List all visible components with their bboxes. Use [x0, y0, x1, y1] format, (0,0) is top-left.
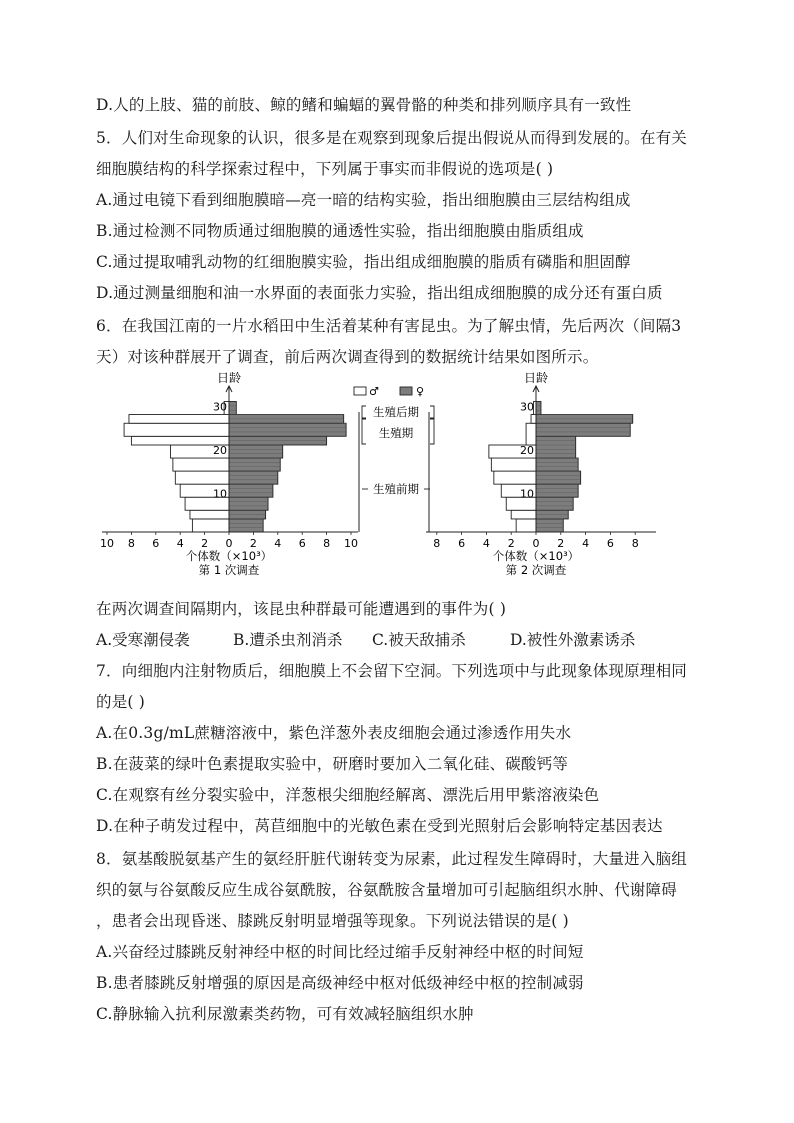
female-bar-18-22: [536, 436, 576, 458]
x-tick-right-10: 10: [344, 537, 358, 550]
q7-stem-line2: 的是( ): [96, 693, 146, 711]
female-bar-28-30: [229, 402, 236, 415]
q6-option-d: D.被性外激素诱杀: [510, 631, 636, 649]
post-bracket-left: [362, 406, 366, 418]
male-bar-12-14: [175, 471, 229, 484]
stage-repro-label: 生殖期: [378, 426, 414, 440]
female-bar-15-17: [229, 458, 280, 471]
female-bar-23-25: [229, 423, 346, 436]
female-bar-28-30: [536, 402, 541, 415]
x-tick-right-6: 6: [298, 537, 306, 550]
male-bar-15-17: [173, 458, 229, 471]
legend-female-swatch: [400, 387, 412, 395]
male-bar-1-3: [192, 519, 229, 532]
q7-stem-line1: 7．向细胞内注射物质后，细胞膜上不会留下空洞。下列选项中与此现象体现原理相同: [96, 662, 687, 680]
x-tick-right-4: 4: [582, 537, 590, 550]
legend-female-label: ♀: [416, 385, 425, 398]
stage-post-label: 生殖后期: [373, 405, 419, 419]
x-tick-right-2: 2: [557, 537, 565, 550]
q6-stem-line1: 6．在我国江南的一片水稻田中生活着某种有害昆虫。为了解虫情，先后两次（间隔3: [96, 317, 682, 335]
survey-2-chart: [426, 372, 656, 577]
y-axis-label: 日龄: [523, 372, 549, 385]
q4-option-d: D.人的上肢、猫的前肢、鲸的鳍和蝙蝠的翼骨骼的种类和排列顺序具有一致性: [96, 96, 632, 114]
chart-legend: [354, 385, 424, 398]
x-axis-label: 个体数（×10³）: [492, 549, 580, 563]
population-pyramid-figure: [96, 372, 696, 594]
q7-option-b: B.在菠菜的绿叶色素提取实验中，研磨时要加入二氧化硅、碳酸钙等: [96, 755, 569, 773]
female-bar-1-3: [536, 519, 563, 532]
x-tick-left-4: 4: [176, 537, 184, 550]
x-tick-right-2: 2: [249, 537, 257, 550]
stage-labels: [359, 405, 434, 532]
y-tick-30: 30: [520, 400, 534, 414]
y-tick-10: 10: [520, 487, 534, 501]
legend-male-label: ♂: [369, 385, 379, 398]
q5-option-d: D.通过测量细胞和油一水界面的表面张力实验，指出组成细胞膜的成分还有蛋白质: [96, 284, 663, 302]
female-bar-18-20: [229, 445, 283, 458]
x-tick-left-4: 4: [482, 537, 490, 550]
x-tick-left-6: 6: [458, 537, 466, 550]
x-tick-right-6: 6: [606, 537, 614, 550]
q7-option-a: A.在0.3g/mL蔗糖溶液中，紫色洋葱外表皮细胞会通过渗透作用失水: [96, 724, 572, 742]
male-bar-1-3: [516, 519, 536, 532]
q8-stem-line3: ，患者会出现昏迷、膝跳反射明显增强等现象。下列说法错误的是( ): [96, 912, 569, 930]
male-bar-26-27: [531, 415, 536, 424]
q5-option-c: C.通过提取哺乳动物的红细胞膜实验，指出组成细胞膜的脂质有磷脂和胆固醇: [96, 253, 631, 271]
male-bar-26-27: [129, 415, 229, 424]
survey-1-chart: [100, 372, 358, 577]
q7-option-c: C.在观察有丝分裂实验中，洋葱根尖细胞经解离、漂洗后用甲紫溶液染色: [96, 786, 600, 804]
female-bar-6-8: [536, 497, 573, 510]
chart-title: 第 2 次调查: [505, 563, 567, 577]
x-tick-left-6: 6: [152, 537, 160, 550]
male-bar-15-17: [491, 458, 536, 471]
q8-stem-line2: 织的氨与谷氨酸反应生成谷氨酰胺，谷氨酰胺含量增加可引起脑组织水肿、代谢障碍: [96, 881, 677, 899]
x-tick-left-0: 0: [532, 537, 540, 550]
x-tick-left-8: 8: [127, 537, 135, 550]
x-tick-left-2: 2: [201, 537, 209, 550]
q8-option-c: C.静脉输入抗利尿激素类药物，可有效减轻脑组织水肿: [96, 1005, 474, 1023]
q5-option-a: A.通过电镜下看到细胞膜暗—亮一暗的结构实验，指出细胞膜由三层结构组成: [96, 191, 631, 209]
male-bar-21-25: [526, 423, 536, 445]
female-bar-15-17: [536, 458, 578, 471]
q8-stem-line1: 8．氨基酸脱氨基产生的氨经肝脏代谢转变为尿素，此过程发生障碍时，大量进入脑组: [96, 850, 687, 868]
stage-pre-label: 生殖前期: [373, 482, 419, 496]
q6-option-c: C.被天敌捕杀: [372, 631, 466, 649]
chart-title: 第 1 次调查: [198, 563, 260, 577]
female-bar-1-3: [229, 519, 263, 532]
male-bar-4-5: [190, 510, 229, 519]
y-axis-label: 日龄: [216, 372, 242, 385]
q5-stem-line1: 5．人们对生命现象的认识，很多是在观察到现象后提出假说从而得到发展的。在有关: [96, 129, 687, 147]
male-bar-23-25: [124, 423, 229, 436]
female-bar-12-14: [229, 471, 278, 484]
x-axis-label: 个体数（×10³）: [185, 549, 273, 563]
x-tick-left-2: 2: [507, 537, 515, 550]
q8-option-b: B.患者膝跳反射增强的原因是高级神经中枢对低级神经中枢的控制减弱: [96, 974, 584, 992]
x-tick-right-4: 4: [274, 537, 282, 550]
q8-option-a: A.兴奋经过膝跳反射神经中枢的时间比经过缩手反射神经中枢的时间短: [96, 943, 584, 961]
x-tick-left-8: 8: [433, 537, 441, 550]
y-tick-30: 30: [213, 400, 227, 414]
q5-option-b: B.通过检测不同物质通过细胞膜的通透性实验，指出细胞膜由脂质组成: [96, 222, 584, 240]
q6-stem-line2: 天）对该种群展开了调查，前后两次调查得到的数据统计结果如图所示。: [96, 348, 599, 366]
y-tick-20: 20: [520, 444, 534, 457]
female-bar-12-14: [536, 471, 581, 484]
repro-bracket-right: [430, 419, 434, 444]
x-tick-left-10: 10: [100, 537, 114, 550]
post-bracket-right: [430, 406, 434, 418]
q6-option-a: A.受寒潮侵袭: [96, 631, 190, 649]
male-bar-4-5: [511, 510, 536, 519]
x-tick-right-8: 8: [631, 537, 639, 550]
q6-option-b: B.遭杀虫剂消杀: [233, 631, 343, 649]
y-tick-10: 10: [213, 487, 227, 501]
female-bar-23-25: [536, 423, 630, 436]
repro-bracket-left: [362, 419, 366, 444]
q6-question: 在两次调查间隔期内，该昆虫种群最可能遭遇到的事件为( ): [96, 600, 507, 618]
male-bar-12-14: [494, 471, 536, 484]
x-tick-left-0: 0: [225, 537, 233, 550]
y-tick-20: 20: [213, 444, 227, 457]
q7-option-d: D.在种子萌发过程中，莴苣细胞中的光敏色素在受到光照射后会影响特定基因表达: [96, 817, 663, 835]
q5-stem-line2: 细胞膜结构的科学探索过程中，下列属于事实而非假说的选项是( ): [96, 160, 554, 178]
female-bar-9-11: [229, 484, 273, 497]
legend-male-swatch: [354, 387, 366, 395]
female-bar-6-8: [229, 497, 268, 510]
female-bar-9-11: [536, 484, 578, 497]
x-tick-right-8: 8: [323, 537, 331, 550]
